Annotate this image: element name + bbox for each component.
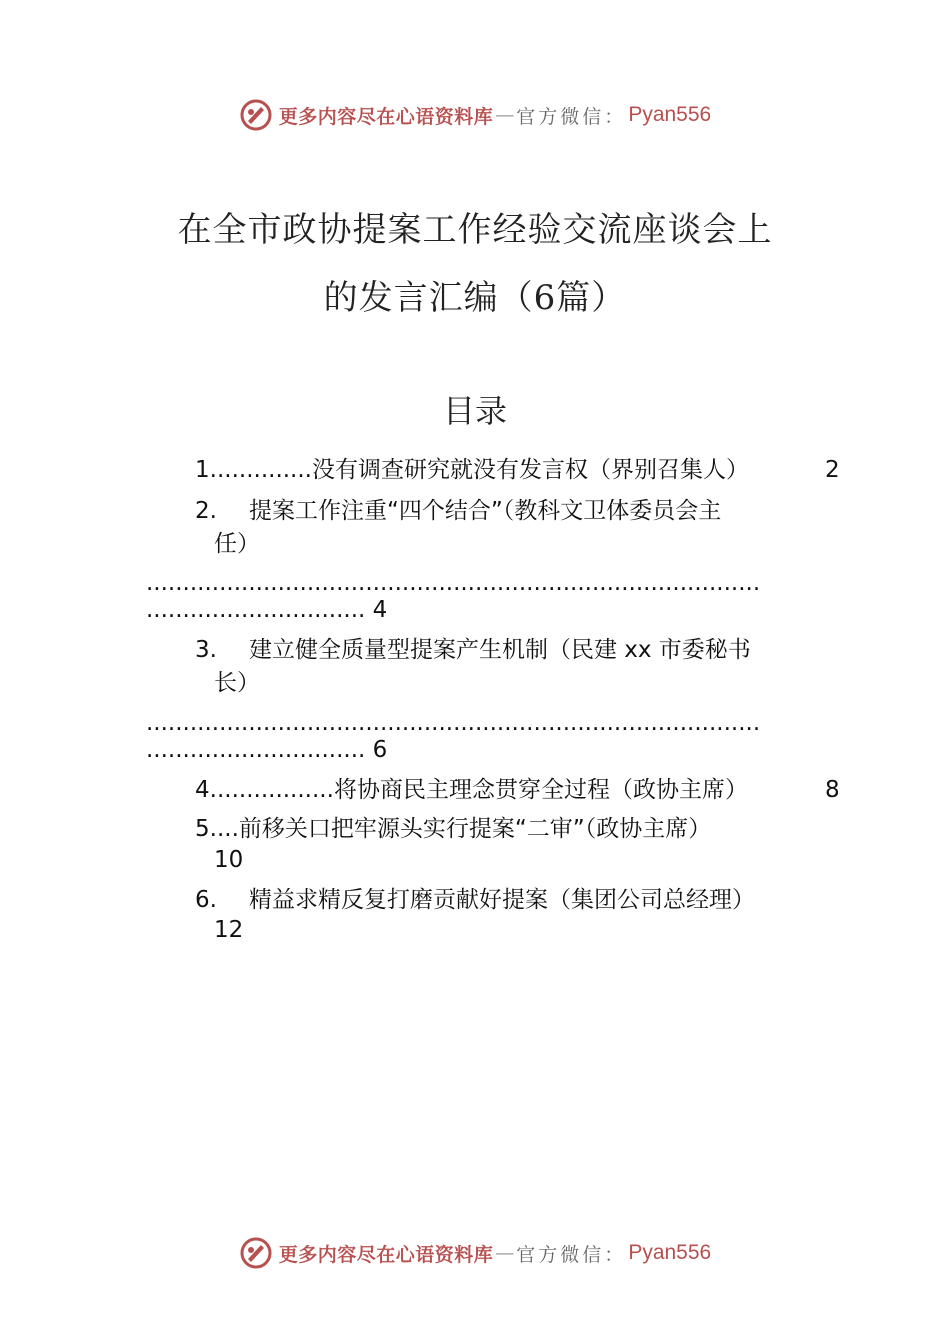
banner-separator: — [495, 1242, 515, 1264]
toc-entry-leader: .............................. [146, 597, 366, 623]
wechat-label: 官方微信： [516, 105, 627, 128]
toc-entry-text: 前移关口把牢源头实行提案“二审”（政协主席） [238, 816, 712, 842]
toc-entry-3-leader-2 [146, 735, 387, 765]
toc-entry-number: 5 [195, 816, 210, 842]
toc-entry-2-page[interactable]: 4 [372, 597, 388, 623]
toc-entry-leader: .............. [209, 457, 312, 483]
brand-logo-icon [239, 1236, 273, 1270]
toc-entry-leader: ................. [209, 777, 334, 803]
toc-entry-3-leader-1: .................................................................................... [146, 710, 761, 736]
header-banner [0, 95, 950, 135]
toc-entry-1[interactable] [195, 455, 749, 485]
brand-text: 更多内容尽在心语资料库 [278, 105, 494, 128]
document-title-line2: 的发言汇编（6篇） [323, 278, 627, 318]
toc-entry-2[interactable] [195, 496, 721, 526]
toc-entry-5[interactable] [195, 814, 711, 844]
toc-entry-6[interactable] [195, 885, 755, 915]
toc-entry-3-page[interactable]: 6 [372, 737, 388, 763]
banner-separator: — [495, 104, 515, 126]
toc-entry-2-cont: 任） [214, 531, 260, 557]
toc-entry-5-page[interactable]: 10 [214, 847, 244, 873]
toc-entry-text: 建立健全质量型提案产生机制（民建 xx 市委秘书 [248, 637, 751, 663]
toc-entry-text: 提案工作注重“四个结合”（教科文卫体委员会主 [248, 498, 722, 524]
toc-entry-number: 4 [195, 777, 210, 803]
toc-entry-4-page[interactable]: 8 [825, 777, 840, 803]
toc-entry-text: 将协商民主理念贯穿全过程（政协主席） [333, 777, 748, 803]
document-title-line1: 在全市政协提案工作经验交流座谈会上 [177, 210, 773, 250]
wechat-label: 官方微信： [516, 1243, 627, 1266]
toc-entry-2-leader-2 [146, 595, 387, 625]
toc-entry-1-page[interactable]: 2 [825, 457, 840, 483]
toc-entry-6-page[interactable]: 12 [214, 917, 244, 943]
toc-entry-number: 6. [195, 887, 217, 913]
toc-entry-leader: .............................. [146, 737, 366, 763]
toc-entry-number: 2. [195, 498, 217, 524]
toc-entry-text: 没有调查研究就没有发言权（界别召集人） [312, 457, 749, 483]
wechat-id: Pyan556 [628, 103, 712, 126]
toc-entry-leader: .... [209, 816, 239, 842]
wechat-id: Pyan556 [628, 1241, 712, 1264]
toc-entry-number: 3. [195, 637, 217, 663]
toc-entry-2-leader-1: .................................................................................... [146, 570, 761, 596]
toc-entry-text: 精益求精反复打磨贡献好提案（集团公司总经理） [248, 887, 755, 913]
toc-entry-3-cont: 长） [214, 670, 260, 696]
footer-banner [0, 1233, 950, 1273]
toc-entry-number: 1 [195, 457, 210, 483]
toc-entry-4[interactable] [195, 775, 748, 805]
brand-text: 更多内容尽在心语资料库 [278, 1243, 494, 1266]
toc-entry-3[interactable] [195, 635, 751, 665]
toc-heading: 目录 [442, 392, 507, 430]
brand-logo-icon [239, 98, 273, 132]
